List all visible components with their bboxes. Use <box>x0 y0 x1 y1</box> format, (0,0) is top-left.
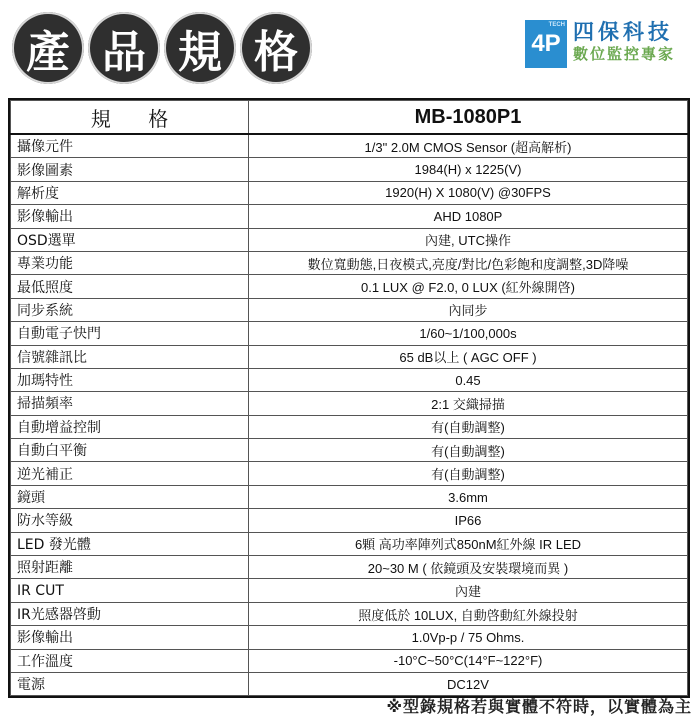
spec-label-header: 規 格 <box>11 101 249 135</box>
table-row <box>11 134 688 158</box>
spec-value: 65 dB以上 ( AGC OFF ) <box>249 345 688 368</box>
brand-name: 四保科技 <box>573 20 673 44</box>
spec-label: 影像輸出 <box>11 205 249 228</box>
table-row <box>11 556 688 579</box>
spec-value: 內建 <box>249 579 688 602</box>
spec-label: 影像圖素 <box>11 158 249 181</box>
spec-table-header-row <box>11 101 688 135</box>
model-header: MB-1080P1 <box>249 101 688 135</box>
table-row <box>11 532 688 555</box>
spec-label: LED 發光體 <box>11 532 249 555</box>
title-badge: 品 <box>88 12 160 84</box>
title-badge: 產 <box>12 12 84 84</box>
brand-tagline: 數位監控專家 <box>573 45 676 63</box>
spec-table-container <box>8 98 690 698</box>
spec-label: 自動增益控制 <box>11 415 249 438</box>
spec-label: 鏡頭 <box>11 485 249 508</box>
spec-value: 1920(H) X 1080(V) @30FPS <box>249 181 688 204</box>
title-badge: 規 <box>164 12 236 84</box>
spec-value: 有(自動調整) <box>249 415 688 438</box>
spec-value: 有(自動調整) <box>249 439 688 462</box>
spec-label: 最低照度 <box>11 275 249 298</box>
table-row <box>11 439 688 462</box>
spec-label: 照射距離 <box>11 556 249 579</box>
table-row <box>11 228 688 251</box>
table-row <box>11 509 688 532</box>
spec-label: 電源 <box>11 672 249 695</box>
spec-value: 數位寬動態,日夜模式,亮度/對比/色彩飽和度調整,3D降噪 <box>249 251 688 274</box>
spec-value: 1/60~1/100,000s <box>249 322 688 345</box>
spec-label: IR光感器啓動 <box>11 602 249 625</box>
table-row <box>11 322 688 345</box>
spec-value: 0.1 LUX @ F2.0, 0 LUX (紅外線開啓) <box>249 275 688 298</box>
table-row <box>11 649 688 672</box>
spec-label: 逆光補正 <box>11 462 249 485</box>
spec-value: 0.45 <box>249 368 688 391</box>
spec-label: 自動白平衡 <box>11 439 249 462</box>
brand-logo-tag: TECH <box>548 22 565 28</box>
table-row <box>11 298 688 321</box>
spec-label: 同步系統 <box>11 298 249 321</box>
spec-value: -10°C~50°C(14°F~122°F) <box>249 649 688 672</box>
spec-label: 掃描頻率 <box>11 392 249 415</box>
table-row <box>11 368 688 391</box>
table-row <box>11 672 688 695</box>
spec-label: IR CUT <box>11 579 249 602</box>
spec-label: 攝像元件 <box>11 134 249 158</box>
table-row <box>11 415 688 438</box>
spec-value: 1.0Vp-p / 75 Ohms. <box>249 626 688 649</box>
spec-label: 自動電子快門 <box>11 322 249 345</box>
table-row <box>11 345 688 368</box>
spec-label: 影像輸出 <box>11 626 249 649</box>
spec-value: 3.6mm <box>249 485 688 508</box>
spec-label: 解析度 <box>11 181 249 204</box>
spec-label: OSD選單 <box>11 228 249 251</box>
spec-table <box>10 100 688 696</box>
spec-value: 20~30 M ( 依鏡頭及安裝環境而異 ) <box>249 556 688 579</box>
spec-value: AHD 1080P <box>249 205 688 228</box>
table-row <box>11 626 688 649</box>
spec-label: 信號雜訊比 <box>11 345 249 368</box>
spec-label: 加瑪特性 <box>11 368 249 391</box>
table-row <box>11 462 688 485</box>
brand-logo-block <box>525 20 675 68</box>
title-badge: 格 <box>240 12 312 84</box>
spec-value: 2:1 交織掃描 <box>249 392 688 415</box>
spec-value: 內同步 <box>249 298 688 321</box>
spec-value: 6顆 高功率陣列式850nM紅外線 IR LED <box>249 532 688 555</box>
footer-note: ※型錄規格若與實體不符時，以實體為主 <box>386 697 692 716</box>
spec-label: 專業功能 <box>11 251 249 274</box>
spec-label: 防水等級 <box>11 509 249 532</box>
brand-logo-icon <box>525 20 567 68</box>
spec-value: 有(自動調整) <box>249 462 688 485</box>
brand-logo-text: 4P <box>531 30 561 57</box>
table-row <box>11 205 688 228</box>
spec-value: 照度低於 10LUX, 自動啓動紅外線投射 <box>249 602 688 625</box>
table-row <box>11 579 688 602</box>
table-row <box>11 602 688 625</box>
spec-value: IP66 <box>249 509 688 532</box>
spec-value: DC12V <box>249 672 688 695</box>
page-header <box>0 0 700 90</box>
spec-table-body <box>11 134 688 696</box>
spec-value: 1/3" 2.0M CMOS Sensor (超高解析) <box>249 134 688 158</box>
table-row <box>11 158 688 181</box>
spec-value: 內建, UTC操作 <box>249 228 688 251</box>
spec-label: 工作溫度 <box>11 649 249 672</box>
table-row <box>11 251 688 274</box>
spec-value: 1984(H) x 1225(V) <box>249 158 688 181</box>
title-badges <box>12 12 312 84</box>
brand-text <box>573 20 675 64</box>
table-row <box>11 392 688 415</box>
table-row <box>11 485 688 508</box>
table-row <box>11 181 688 204</box>
table-row <box>11 275 688 298</box>
